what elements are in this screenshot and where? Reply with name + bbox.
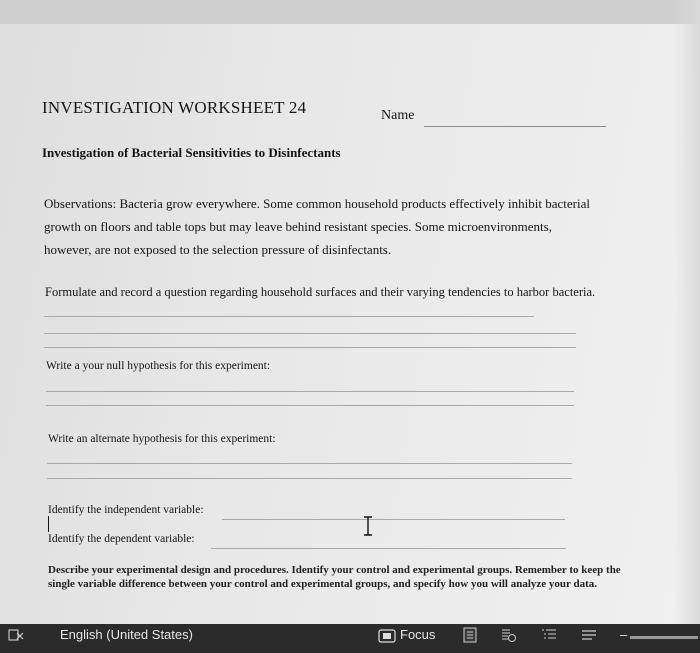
outline-icon[interactable]	[540, 624, 562, 646]
name-label: Name	[381, 108, 415, 123]
dependent-variable-label: Identify the dependent variable:	[48, 533, 195, 545]
print-layout-icon[interactable]	[462, 624, 484, 646]
web-layout-icon[interactable]	[500, 624, 522, 646]
answer-line[interactable]	[44, 333, 576, 334]
formulate-question-prompt: Formulate and record a question regarding household surfaces and their varying tendencies to harbor bacteria.	[45, 285, 596, 299]
language-indicator[interactable]: English (United States)	[60, 627, 193, 642]
null-hypothesis-prompt: Write a your null hypothesis for this experiment:	[46, 360, 271, 372]
draft-icon[interactable]	[580, 624, 602, 646]
answer-line[interactable]	[47, 463, 572, 464]
observations-line-1: Observations: Bacteria grow everywhere. Some common household products effectively inhibit bacterial	[44, 196, 590, 211]
zoom-slider[interactable]	[630, 636, 698, 639]
focus-button[interactable]	[378, 624, 435, 646]
zoom-out-button[interactable]: –	[620, 627, 628, 642]
answer-line[interactable]	[44, 347, 576, 348]
text-cursor	[48, 516, 49, 532]
answer-line[interactable]	[47, 478, 572, 479]
alternate-hypothesis-prompt: Write an alternate hypothesis for this experiment:	[48, 433, 276, 445]
status-bar	[0, 624, 700, 646]
answer-line[interactable]	[44, 316, 534, 317]
observations-line-3: however, are not exposed to the selection pressure of disinfectants.	[44, 242, 392, 257]
ibeam-cursor-icon	[361, 515, 375, 537]
worksheet-subtitle: Investigation of Bacterial Sensitivities to Disinfectants	[42, 145, 341, 160]
dependent-variable-line[interactable]	[211, 548, 566, 549]
page-edge-shadow	[674, 0, 700, 624]
focus-label: Focus	[400, 627, 436, 642]
independent-variable-label: Identify the independent variable:	[48, 504, 204, 516]
focus-icon	[378, 629, 396, 643]
design-instructions-line-2: single variable difference between your control and experimental groups, and specify how you will analyze your data.	[48, 578, 597, 590]
design-instructions-line-1: Describe your experimental design and procedures. Identify your control and experimental groups. Remember to keep the	[48, 564, 621, 576]
answer-line[interactable]	[46, 405, 574, 406]
window-top-bar	[0, 0, 700, 24]
language-icon[interactable]	[8, 624, 26, 646]
worksheet-title: INVESTIGATION WORKSHEET 24	[42, 98, 307, 117]
observations-line-2: growth on floors and table tops but may leave behind resistant species. Some microenvironments,	[44, 219, 552, 234]
answer-line[interactable]	[46, 391, 574, 392]
name-blank-line[interactable]	[424, 126, 606, 127]
independent-variable-line[interactable]	[222, 519, 565, 520]
